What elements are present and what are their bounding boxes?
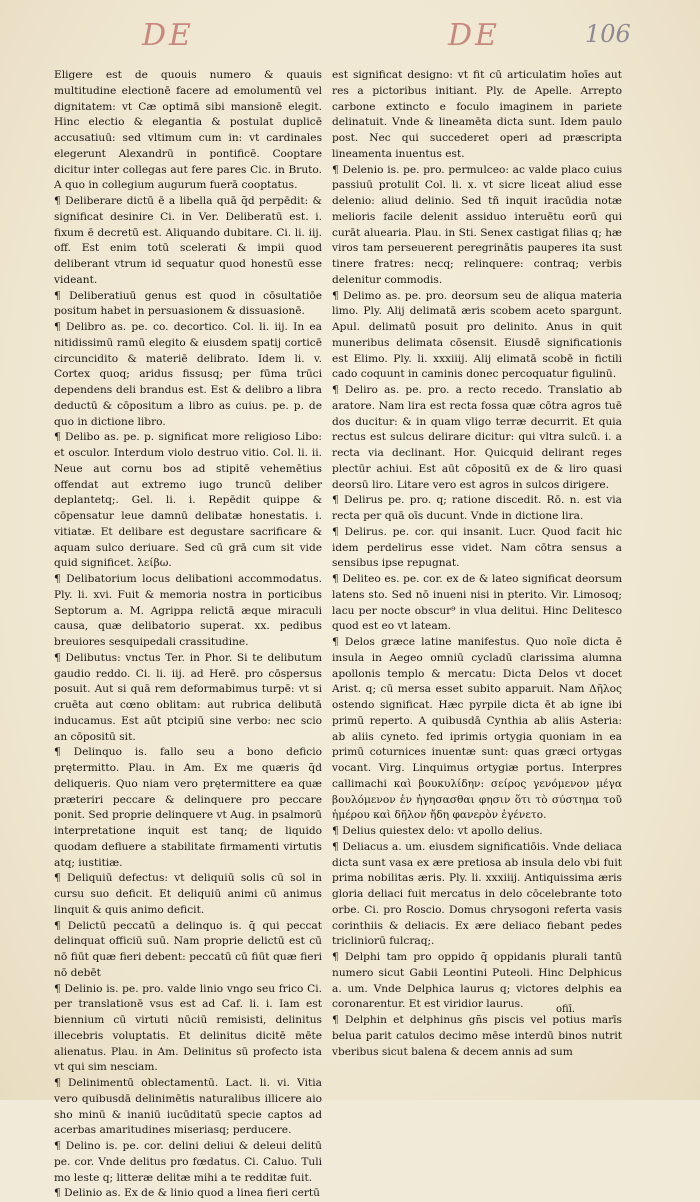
page-header	[0, 18, 700, 58]
paragraph: ¶ Delinio as. Ex de & linio quod a linea fieri certū	[54, 1187, 320, 1200]
running-head-right: DE	[448, 18, 500, 53]
paragraph: ¶ Delirus. pe. cor. qui insanit. Lucr. Quod facit hic idem perdelirus esse videt. Nam cōtra sensus a sensibus ipse repugnat.	[332, 525, 622, 570]
paragraph: ¶ Deliquiū defectus: vt deliquiū solis cū sol in cursu suo deficit. Et deliquiū animi cū animus linquit & quis animo deficit.	[54, 872, 322, 916]
paragraph: ¶ Deliberatiuū genus est quod in cōsultatiōe positum habet in persuasionem & dissuasionē.	[54, 289, 322, 318]
paragraph: ¶ Delphin et delphinus gn̄s piscis vel potius marīs belua parit catulos decimo mēse interdū binos nutrit vberibus sicut balena & decem annis ad sum	[332, 1014, 622, 1058]
paragraph: ¶ Deliberare dictū ē a libella quā q̄d perpēdit: & significat desinire Ci. in Ver. Deliberatū est. i. fixum ē decretū est. Aliquando dubitare. Ci. li. iij. off. Est enim totū scelerati & impii quod deliberant vtrum id sequatur quod honestū esse videant.	[54, 195, 322, 286]
running-head-left: DE	[142, 18, 194, 53]
paragraph: ¶ Delibutus: vnctus Ter. in Phor. Si te delibutum gaudio reddo. Ci. li. iij. ad Herē. pro cōspersus posuit. Aut si quā rem deformabimus turpē: vt si cruēta aut cœno oblitam: aut rubrica delibutā inducamus. Est aūt ptcipiū sine verbo: nec scio an cōpositū sit.	[54, 651, 322, 743]
paragraph: ¶ Deliteo es. pe. cor. ex de & lateo significat deorsum latens sto. Sed nō inueni nisi in pterito. Vir. Limosoq; lacu per nocte obscur⁹ in vlua delitui. Hinc Delitesco quod est eo vt lateam.	[332, 573, 622, 633]
paragraph: est significat designo: vt fit cū articulatim hoīes aut res a pictoribus initiant. Ply. de Apelle. Arrepto carbone extincto e foculo imaginem in pariete delinatuit. Vnde & lineamēta dicta sunt. Idem paulo post. Nec qui succederet operi ad præscripta lineamenta inuentus est.	[332, 69, 622, 160]
paragraph: ¶ Delius quiestex delo: vt apollo delius.	[332, 825, 543, 837]
catchword: ofiī.	[556, 1004, 576, 1015]
paragraph: ¶ Deliacus a. um. eiusdem significatiōis. Vnde deliaca dicta sunt vasa ex ære pretiosa ab insula delo vbi fuit prima nobilitas æris. Ply. li. xxxiiij. Antiquissima æris gloria deliaci fuit mercatus in delo cōcelebrante toto orbe. Ci. pro Roscio. Domus chrysogoni referta vasis corinthiis & deliacis. Ex ære deliaco fiebant pedes tricliniorū fulcraq;.	[332, 840, 622, 948]
paragraph: ¶ Delphi tam pro oppido q̄ oppidanis plurali tantū numero sicut Gabii Leontini Puteoli. Hinc Delphicus a. um. Vnde Delphica laurus q; victores delphis ea coronarentur. Et est viridior laurus.	[332, 951, 622, 1011]
paragraph: ¶ Delinio is. pe. pro. valde linio vngo seu frico Ci. per translationē vsus est ad Caf. li. i. Iam est biennium cū virtuti nūciū remisisti, delinitus illecebris voluptatis. Et delinitus dicitē mēte alienatus. Plau. in Am. Delinitus sū profecto ista vt qui sim nesciam.	[54, 982, 322, 1074]
paragraph: ¶ Delibro as. pe. co. decortico. Col. li. iij. In ea nitidissimū ramū elegito & eiusdem spatij corticē circuncidito & materiē delibrato. Idem li. v. Cortex quoq; aridus fissusq; per fūma trūci dependens deli brandus est. Est & delibro a libra deductū & cōpositum a libro as cuius. pe. p. de quo in dictione libro.	[54, 321, 322, 428]
paragraph: ¶ Delibatorium locus delibationi accommodatus. Ply. li. xvi. Fuit & memoria nostra in porticibus Septorum a. M. Agrippa relictā æque miraculi causa, quæ delibatorio superat. xx. pedibus breuiores sesquipedali crassitudine.	[54, 573, 322, 648]
paragraph: ¶ Delimo as. pe. pro. deorsum seu de aliqua materia limo. Ply. Alij delimatā æris scobem aceto spargunt. Apul. delimatū posuit pro delinito. Anus in quit muneribus delimata cōsensit. Eiusdē significationis est Elimo. Ply. li. xxxiiij. Alij elimatā scobē in fictili cado coquunt in caminis donec percoquatur figulinū.	[332, 289, 622, 381]
paragraph: ¶ Delenio is. pe. pro. permulceo: ac valde placo cuius passiuū protulit Col. li. x. vt sicre liceat aliud esse delenio: aliud delinio. Sed tñ inquit iracūdia notæ melioris facile delenit assiduo interuētu eorū qui curāt aluearia. Plau. in Sti. Senex castigat filias q; hæ viros tam perseuerent peregrinātis pauperes ita sust tinere fratres: necq; relinquere: contraq; verbis delenitur commodis.	[332, 163, 622, 286]
paragraph: ¶ Delirus pe. pro. q; ratione discedit. Rō. n. est via recta per quā oīs ducunt. Vnde in dictione lira.	[332, 494, 622, 522]
left-text-column	[54, 68, 322, 1202]
paragraph: ¶ Delinquo is. fallo seu a bono deficio prętermitto. Plau. in Am. Ex me quæris q̄d deliqueris. Quo niam vero prętermittere ea quæ præteriri peccare & delinquere pro peccare ponit. Sed proprie delinquere vt Aug. in psalmorū interpretatione inquit est tanq; de liquido quodam defluere a stabilitate firmamenti virtutis atq; iustitiæ.	[54, 746, 322, 869]
paragraph: ¶ Deliro as. pe. pro. a recto recedo. Translatio ab aratore. Nam lira est recta fossa quæ cōtra agros tuē dos ducitur: & in quam vligo terræ decurrit. Et quia rectus est sulcus delirare dicitur: qui vltra sulcū. i. a recta via declinant. Hor. Quicquid delirant reges plectūr achiui. Est aūt cōpositū ex de & liro quasi deorsū liro. Litare vero est agros in sulcos dirigere.	[332, 384, 622, 491]
paragraph: ¶ Delictū peccatū a delinquo is. q̄ qui peccat delinquat officiū suū. Nam proprie delictū est cū nō fiūt quæ fieri debent: peccatū cū fiūt quæ fieri nō debēt	[54, 919, 322, 979]
paragraph: ¶ Delinimentū oblectamentū. Lact. li. vi. Vitia vero quibusdā delinimētis naturalibus illicere aio sho minū & inaniū iucūditatū specie captos ad acerbas amaritudines miseriasq; perducere.	[54, 1077, 322, 1137]
folio-number: 106	[585, 20, 631, 48]
paragraph: Eligere est de quouis numero & quauis multitudine electionē facere ad emolumentū vel dignitatem: vt Cæ optimā sibi mansionē elegit. Hinc electio & elegantia & postulat duplicē accusatiuū: sed vltimum cum in: vt cardinales elegerunt Alexandrū in pontificē. Cooptare dicitur inter collegas aut fere pares Cic. in Bruto. A quo in collegium augurum fuerā cooptatus.	[54, 69, 322, 192]
right-text-column	[332, 68, 622, 1060]
paragraph: ¶ Delos græce latine manifestus. Quo noīe dicta ē insula in Aegeo omniū cycladū clarissima alumna apollonis templo & mercatu: Dicta Delos vt docet Arist. q; cū mersa esset subito apparuit. Nam Δῆλος ostendo significat. Hæc pyrpile dicta ēt ab igne ibi primū reperto. A quibusdā Cynthia ab aliis Asteria: ab aliis cyneto. fed iprimis ortygia quoniam in ea primū coturnices inuentæ sunt: quas græci ortygas vocant. Virg. Linquimus ortygiæ portus. Interpres callimachi καὶ βουκυλίδην: σείρος γενόμενον μέγα βουλόμενον ἐν ἠγησασθαι φησιν ὅτι τὸ σύστημα τοῦ ἡμέρου καὶ δῆλον ἤδη φανερὸν ἐγένετο.	[332, 636, 622, 822]
paragraph: ¶ Delibo as. pe. p. significat more religioso Libo: et osculor. Interdum violo destruo vitio. Col. li. ii. Neue aut cornu bos ad stipitē vehemētius offendat aut extremo iugo truncū deliber deplantetq;. Gel. li. i. Repēdit quippe & cōpensatur leue damnū delibatæ honestatis. i. vitiatæ. Et delibare est degustare sacrificare & aquam sulco deriuare. Sed cū grā cum sit vide quid significet. λείβω.	[54, 431, 322, 570]
paragraph: ¶ Delino is. pe. cor. delini deliui & deleui delitū pe. cor. Vnde delitus pro fœdatus. Ci. Caluo. Tuli mo leste q; litteræ delitæ mihi a te redditæ fuit.	[54, 1140, 322, 1184]
